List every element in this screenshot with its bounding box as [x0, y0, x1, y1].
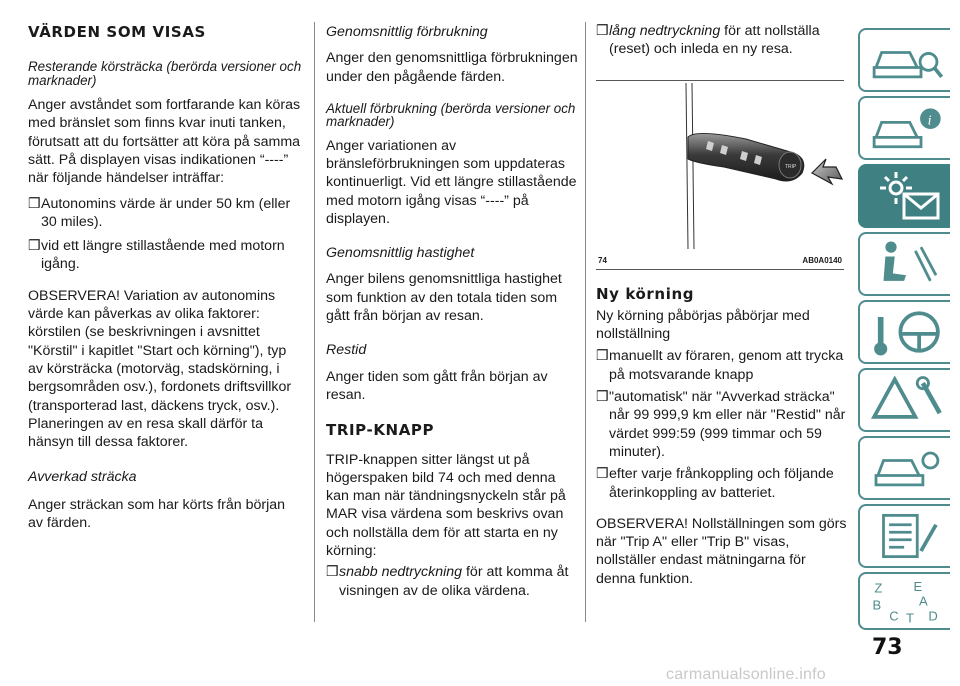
- watermark: carmanualsonline.info: [666, 666, 826, 683]
- figure-number: 74: [598, 255, 607, 265]
- car-info-icon: [860, 98, 952, 158]
- car-service-icon: [860, 438, 952, 498]
- svg-text:C: C: [889, 608, 899, 624]
- figure-trip-lever: [596, 80, 844, 270]
- svg-text:D: D: [928, 608, 938, 624]
- bullet-item: ❒ vid ett längre stillastående med motorn igång.: [28, 238, 285, 273]
- warning-triangle-wrench-icon: [860, 370, 952, 430]
- column-3: [596, 0, 848, 588]
- subheading-aktuell: Aktuell förbrukning (berörda versioner och marknader): [326, 100, 576, 130]
- svg-text:E: E: [913, 578, 923, 594]
- document-list-icon: [860, 506, 952, 566]
- warning-light-envelope-icon: [858, 164, 950, 228]
- checkbox-bullet-icon: ❒: [28, 195, 41, 212]
- tab-starting-driving[interactable]: [858, 300, 950, 364]
- bullet-item: ❒ Autonomins värde är under 50 km (eller 30 miles).: [28, 195, 291, 230]
- subheading-resterande: Resterande körsträcka (berörda versioner och marknader): [28, 59, 302, 88]
- paragraph: Anger variationen av bränsleförbrukningen som uppdateras kontinuerligt. Vid ett längre stillastående med motorn igång visas “----” på displayen.: [326, 137, 577, 227]
- svg-text:i: i: [927, 112, 932, 129]
- seat-airbag-icon: [860, 234, 952, 294]
- key-steering-wheel-icon: [860, 302, 952, 362]
- tab-dashboard-instruments-active[interactable]: [858, 164, 950, 228]
- subheading-avverkad: Avverkad sträcka: [28, 469, 137, 486]
- bullet-item: ❒ efter varje frånkoppling och följande återinkoppling av batteriet.: [596, 466, 834, 501]
- subheading-hastighet: Genomsnittlig hastighet: [326, 245, 475, 262]
- checkbox-bullet-icon: ❒: [596, 466, 609, 483]
- checkbox-bullet-icon: ❒: [326, 564, 339, 581]
- section-heading-varden: VÄRDEN SOM VISAS: [28, 23, 206, 41]
- checkbox-bullet-icon: ❒: [596, 23, 609, 39]
- checkbox-bullet-icon: ❒: [596, 348, 609, 365]
- page-number: 73: [872, 635, 903, 660]
- bullet-item: ❒ "automatisk" när "Avverkad sträcka" når 99 999,9 km eller när "Restid" når värdet 999:59 (999 timmar och 59 minuter).: [596, 389, 846, 460]
- paragraph: Anger bilens genomsnittliga hastighet som funktion av den totala tiden som gått från början av resan.: [326, 271, 562, 325]
- paragraph: Anger avståndet som fortfarande kan köras med bränslet som finns kvar inuti tanken, förutsatt att du fortsätter att köra på samma sätt. På displayen visas indikationen “----” när följande händelser inträffar:: [28, 97, 301, 187]
- section-heading-trip-knapp: TRIP-KNAPP: [326, 421, 435, 440]
- tab-safety[interactable]: [858, 232, 950, 296]
- subheading-restid: Restid: [326, 342, 367, 359]
- svg-text:Z: Z: [874, 580, 883, 596]
- section-heading-ny-korning: Ny körning: [596, 284, 695, 303]
- svg-text:B: B: [872, 597, 882, 613]
- paragraph: Anger sträckan som har körts från början av färden.: [28, 496, 286, 532]
- svg-text:T: T: [906, 610, 914, 626]
- subheading-genomsnittlig-forbrukning: Genomsnittlig förbrukning: [326, 24, 488, 40]
- tab-technical-data[interactable]: [858, 504, 950, 568]
- trip-lever-illustration: [596, 81, 844, 249]
- paragraph: TRIP-knappen sitter längst ut på högerspaken bild 74 och med denna kan man när tändningsnyckeln står på MAR visa värdena som beskrivs ovan och nollställa dem för att starta en ny körning:: [326, 451, 566, 560]
- checkbox-bullet-icon: ❒: [28, 238, 41, 255]
- checkbox-bullet-icon: ❒: [596, 389, 609, 406]
- figure-code: AB0A0140: [802, 255, 842, 265]
- alphabet-index-icon: [860, 574, 952, 628]
- column-2: [326, 0, 582, 600]
- trip-button-label: TRIP: [785, 163, 797, 170]
- tab-maintenance[interactable]: [858, 436, 950, 500]
- tab-index[interactable]: [858, 572, 950, 630]
- paragraph-observera: OBSERVERA! Nollställningen som görs när "Trip A" eller "Trip B" visas, nollställer endast mätningarna för denna funktion.: [596, 515, 847, 587]
- bullet-item: ❒ snabb nedtryckning för att komma åt visningen av de olika värdena.: [326, 564, 569, 599]
- column-divider: [314, 22, 315, 622]
- paragraph: Ny körning påbörjas påbörjar med nollställning: [596, 307, 810, 343]
- bullet-item: ❒ lång nedtryckning för att nollställa (reset) och inleda en ny resa.: [596, 23, 820, 58]
- bullet-item: ❒ manuellt av föraren, genom att trycka på motsvarande knapp: [596, 348, 844, 383]
- column-1: [28, 0, 302, 532]
- tab-emergency[interactable]: [858, 368, 950, 432]
- svg-text:A: A: [919, 593, 928, 609]
- tab-safety-info[interactable]: [858, 96, 950, 160]
- paragraph-observera: OBSERVERA! Variation av autonomins värde kan påverkas av olika faktorer: körstilen (se beskrivningen i avsnittet "Körstil" i kapitlet "Start och körning"), typ av körsträcka (motorväg, stadskörning, i bergsområden osv.), fordonets driftsvillkor (transporterad last, däckens tryck, osv.). Planeringen av en resa skall därför ta hänsyn till dessa faktorer.: [28, 287, 292, 451]
- column-divider: [585, 22, 586, 622]
- paragraph: Anger den genomsnittliga förbrukningen under den pågående färden.: [326, 50, 578, 85]
- tab-vehicle-knowledge[interactable]: [858, 28, 950, 92]
- car-search-icon: [860, 30, 952, 90]
- paragraph: Anger tiden som gått från början av resan.: [326, 368, 548, 403]
